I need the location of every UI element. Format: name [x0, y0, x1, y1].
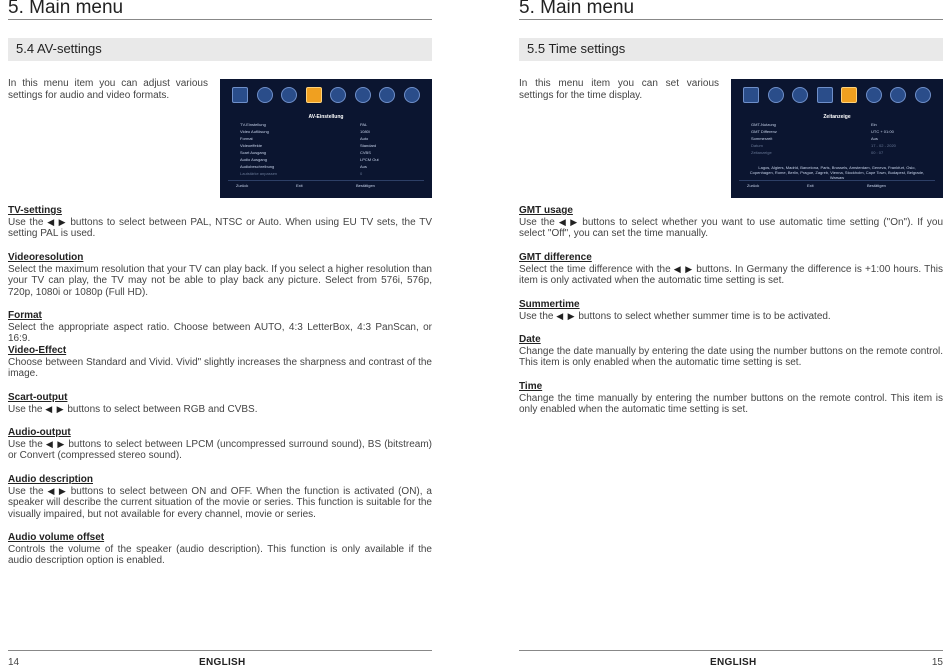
footer-divider [8, 650, 432, 651]
item-text-end: buttons to select whether summer time is to be activated. [578, 310, 831, 322]
osd-row-label: Audio Ausgang [240, 157, 267, 162]
menu-icon-row [220, 87, 432, 105]
section-title: 5.5 Time settings [527, 41, 626, 56]
audio-volume-offset-block [8, 532, 432, 567]
item-text-start: Select the time difference with the [519, 263, 671, 275]
osd-footer-exit: Exit [296, 183, 303, 188]
item-text [8, 217, 432, 240]
osd-row-value: Aus [360, 164, 367, 169]
globe-icon [768, 87, 784, 103]
osd-row [240, 164, 415, 171]
left-right-arrows-icon: ◀ ▶ [45, 438, 66, 449]
osd-row-value: Standard [360, 143, 377, 148]
osd-row-value: Auto [360, 136, 369, 141]
video-effect-block [8, 345, 432, 380]
item-text-start: Use the [519, 216, 555, 228]
item-text-end: buttons to select whether you want to use automatic time setting ("On"). If you select "Off", you can set the time manually. [519, 216, 944, 240]
item-text-start: Use the [8, 216, 44, 228]
item-text-start: Use the [519, 310, 554, 322]
osd-menu-title: AV-Einstellung [308, 114, 344, 120]
left-right-arrows-icon: ◀ ▶ [45, 403, 65, 414]
globe-icon [257, 87, 273, 103]
osd-row-value: CVBS [360, 150, 371, 155]
item-text-end: buttons to select between RGB and CVBS. [67, 403, 258, 415]
time-block [519, 381, 943, 416]
tv-icon [743, 87, 759, 103]
item-text: Select the appropriate aspect ratio. Choose between AUTO, 4:3 LetterBox, 4:3 PanScan, or 16:9. [8, 321, 432, 345]
left-right-arrows-icon: ◀ ▶ [47, 485, 67, 496]
osd-row [240, 136, 415, 143]
title-divider [519, 19, 943, 20]
section-title: 5.4 AV-settings [16, 41, 102, 56]
format-block [8, 310, 432, 345]
osd-row-label: Zeitanzeige [751, 150, 772, 155]
left-right-arrows-icon: ◀ ▶ [558, 216, 579, 227]
item-text-end: buttons to select between LPCM (uncompressed surround sound), BS (bitstream) or Convert (compressed stereo sound). [8, 438, 433, 462]
osd-row-label: GMT-Nutzung [751, 122, 776, 127]
item-text [8, 404, 432, 416]
item-text-start: Use the [8, 438, 43, 450]
info-icon [404, 87, 420, 103]
item-text-start: Use the [8, 403, 43, 415]
summertime-block [519, 299, 943, 322]
page-number: 14 [8, 657, 20, 668]
osd-row-label: Scart Ausgang [240, 150, 267, 155]
item-text [8, 486, 432, 521]
tv-icon [232, 87, 248, 103]
osd-menu-title: Zeitanzeige [823, 114, 851, 120]
item-heading: Videoresolution [8, 252, 84, 263]
osd-row-value: 1080i [360, 129, 370, 134]
av-settings-screenshot [220, 79, 432, 198]
osd-footer-back: Zurück [236, 183, 249, 188]
item-text: Select the maximum resolution that your TV can play back. If you select a higher resolution than your TV can play, the TV may not be able to play back any picture. Select from 576i, 576p, 720p, 1080i or 1080p (Full HD). [8, 263, 432, 298]
audio-description-block [8, 474, 432, 520]
osd-row-value: 0 [360, 171, 363, 176]
item-heading: Scart-output [8, 392, 68, 403]
gmt-usage-block [519, 205, 943, 240]
osd-row [751, 129, 926, 136]
tools-icon [306, 87, 322, 103]
page-number: 15 [931, 657, 943, 668]
osd-row-label: Videoeffekte [240, 143, 263, 148]
osd-row-label: Format [240, 136, 253, 141]
osd-timezone-note: Lagos, Algiers, Madrid, Barcelona, Paris, Brussels, Amsterdam, Geneva, Frankfurt, Oslo, Copenhagen, Rome, Berlin, Prague, Zagreb, Vienna, Stockholm, Cape Town, Budapest, Belgrade, Warsaw [749, 165, 925, 180]
osd-footer-back: Zurück [747, 183, 760, 188]
section-header [8, 38, 432, 61]
menu-icon-row [731, 87, 943, 105]
osd-footer-confirm: Bestätigen [356, 183, 375, 188]
item-text-end: buttons. In Germany the difference is +1:00 hours. This item is only activated when the automatic time setting is set. [519, 263, 944, 287]
osd-row [240, 129, 415, 136]
osd-row-value: 17 - 02 - 2020 [871, 143, 896, 148]
osd-row [751, 143, 926, 150]
osd-row-label: TV-Einstellung [240, 122, 266, 127]
tv-settings-block [8, 205, 432, 240]
language-label: ENGLISH [199, 657, 246, 668]
intro-text: In this menu item you can set various settings for the time display. [519, 78, 719, 101]
osd-row-label: Datum [751, 143, 763, 148]
item-text: Change the date manually by entering the date using the number buttons on the remote control. This item is only enabled when the automatic time setting is set. [519, 345, 943, 369]
osd-row [240, 150, 415, 157]
item-heading: Audio description [8, 474, 93, 485]
osd-row-label: GMT Differenz [751, 129, 777, 134]
osd-row [751, 150, 926, 157]
item-heading: GMT difference [519, 252, 592, 263]
item-heading: GMT usage [519, 205, 573, 216]
osd-row [751, 136, 926, 143]
clock-icon [841, 87, 857, 103]
language-label: ENGLISH [710, 657, 757, 668]
item-text-end: buttons to select between ON and OFF. When the function is activated (ON), a speaker will describe the current situation of the movie or series. This function is suitable for the visually impaired, but not available for every channel, movie or series. [8, 485, 432, 520]
osd-row-label: Sommerzeit [751, 136, 773, 141]
item-text: Controls the volume of the speaker (audio description). This function is only available if the audio description option is enabled. [8, 543, 432, 567]
tools-icon [817, 87, 833, 103]
intro-text: In this menu item you can adjust various settings for audio and video formats. [8, 78, 208, 101]
left-right-arrows-icon: ◀ ▶ [673, 263, 694, 274]
osd-row-value: Aus [871, 136, 878, 141]
osd-row [240, 171, 415, 178]
page-title: 5. Main menu [8, 0, 124, 18]
play-icon [890, 87, 906, 103]
item-heading: Date [519, 334, 541, 345]
left-page [8, 0, 432, 667]
osd-footer-divider [228, 180, 424, 181]
footer-divider [519, 650, 943, 651]
gear-icon [355, 87, 371, 103]
satellite-icon [281, 87, 297, 103]
item-text [519, 311, 943, 323]
osd-row-value: Ein [871, 122, 877, 127]
item-text [519, 264, 943, 287]
date-block [519, 334, 943, 369]
osd-row-label: Audiobeschreibung [240, 164, 275, 169]
item-heading: Time [519, 381, 543, 392]
osd-footer-confirm: Bestätigen [867, 183, 886, 188]
gmt-difference-block [519, 252, 943, 287]
section-header [519, 38, 943, 61]
clock-icon [330, 87, 346, 103]
osd-row [240, 143, 415, 150]
title-divider [8, 19, 432, 20]
item-heading: Summertime [519, 299, 580, 310]
satellite-icon [792, 87, 808, 103]
osd-row [240, 157, 415, 164]
item-text [519, 217, 943, 240]
gear-icon [866, 87, 882, 103]
osd-footer [220, 183, 432, 189]
item-text [8, 439, 432, 462]
play-icon [379, 87, 395, 103]
item-text: Change the time manually by entering the number buttons on the remote control. This item is only enabled when the automatic time setting is set. [519, 392, 943, 416]
item-text-start: Use the [8, 485, 44, 497]
osd-row-value: PAL [360, 122, 368, 127]
info-icon [915, 87, 931, 103]
audio-output-block [8, 427, 432, 462]
item-heading: Format [8, 310, 42, 321]
osd-footer-exit: Exit [807, 183, 814, 188]
item-heading: TV-settings [8, 205, 62, 216]
osd-row-label: Video Auflösung [240, 129, 269, 134]
osd-footer-divider [739, 180, 935, 181]
osd-row-value: UTC + 01:00 [871, 129, 894, 134]
videoresolution-block [8, 252, 432, 298]
item-text-end: buttons to select between PAL, NTSC or Auto. When using EU TV sets, the TV setting PAL is used. [8, 216, 432, 240]
item-heading: Audio volume offset [8, 532, 105, 543]
osd-row [240, 122, 415, 129]
item-heading: Audio-output [8, 427, 71, 438]
osd-row-label: Lautstärke anpassen [240, 171, 278, 176]
osd-rows [240, 122, 415, 178]
left-right-arrows-icon: ◀ ▶ [47, 216, 67, 227]
left-right-arrows-icon: ◀ ▶ [556, 310, 576, 321]
scart-output-block [8, 392, 432, 415]
item-text: Choose between Standard and Vivid. Vivid" slightly increases the sharpness and contrast of the image. [8, 356, 432, 380]
right-page [519, 0, 943, 667]
osd-row-value: 00 : 07 [871, 150, 884, 155]
osd-rows [751, 122, 926, 157]
osd-row [751, 122, 926, 129]
osd-footer [731, 183, 943, 189]
item-heading: Video-Effect [8, 345, 67, 356]
osd-row-value: LPCM Out [360, 157, 379, 162]
page-title: 5. Main menu [519, 0, 635, 18]
time-settings-screenshot [731, 79, 943, 198]
